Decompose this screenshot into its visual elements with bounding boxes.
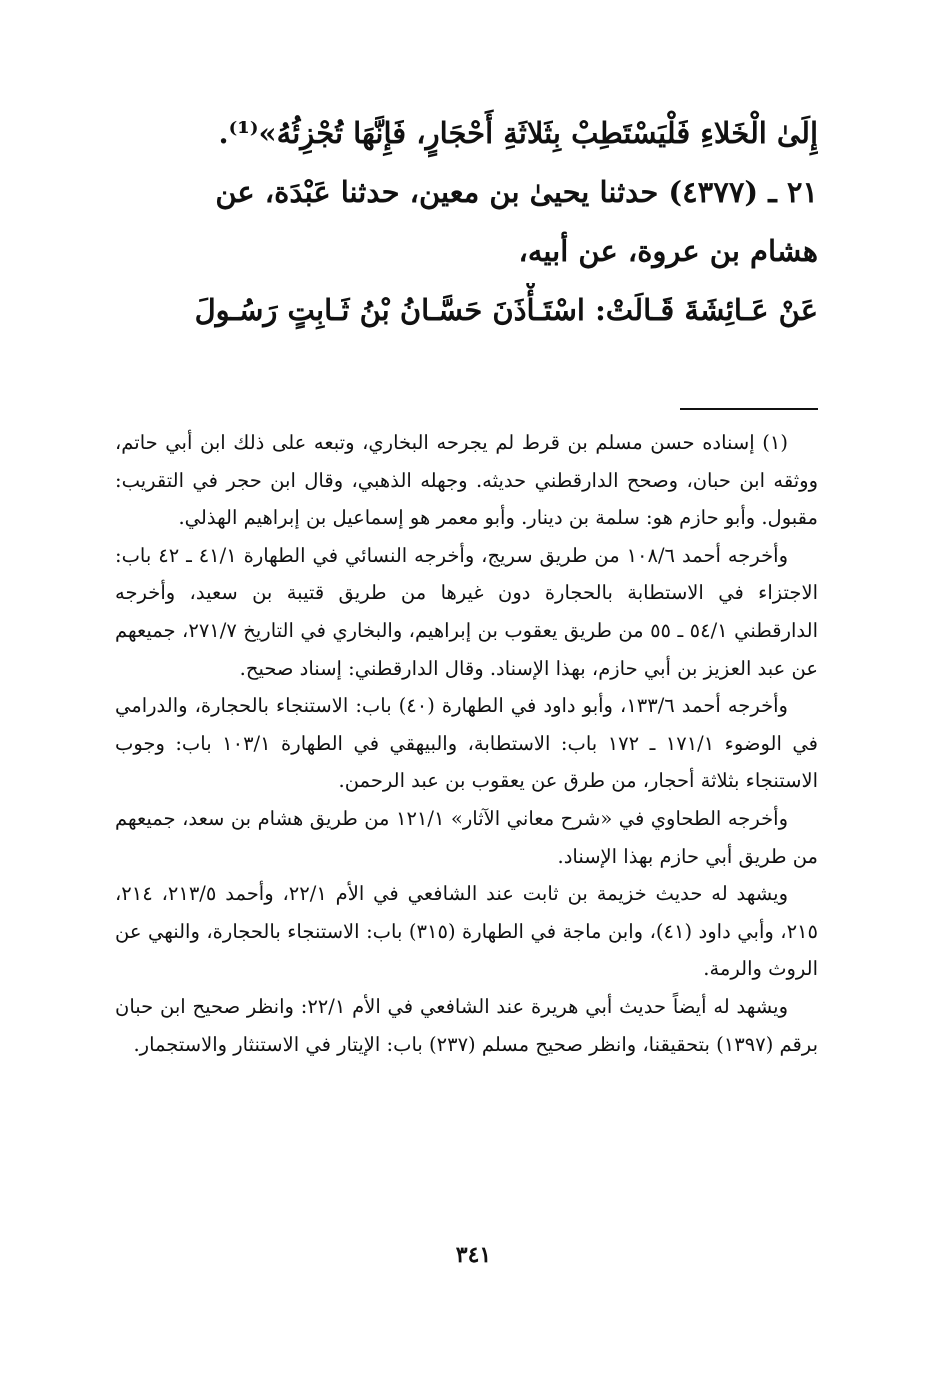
footnote-paragraph: وأخرجه أحمد ١٠٨/٦ من طريق سريج، وأخرجه النسائي في الطهارة ٤١/١ ـ ٤٢ باب: الاجتزاء في الاستطابة بالحجارة دون غيرها من طريق قتيبة بن سعيد، وأخرجه الدارقطني ٥٤/١ ـ ٥٥ من طريق يعقوب بن إبراهيم، والبخاري في التاريخ ٢٧١/٧، جميعهم عن عبد العزيز بن أبي حازم، بهذا الإسناد. وقال الدارقطني: إسناد صحيح. [115,543,818,680]
footnote-separator [680,408,818,410]
footnote-paragraph: وأخرجه الطحاوي في «شرح معاني الآثار» ١٢١/١ من طريق هشام بن سعد، جميعهم من طريق أبي حازم بهذا الإسناد. [115,806,818,868]
main-text-block [115,100,818,342]
footnote-paragraph: (١) إسناده حسن مسلم بن قرط لم يجرحه البخاري، وتبعه على ذلك ابن أبي حاتم، ووثقه ابن حبان، وصحح الدارقطني حديثه. وجهله الذهبي، وقال ابن حجر في التقريب: مقبول. وأبو حازم هو: سلمة بن دينار. وأبو معمر هو إسماعيل بن إبراهيم الهذلي. [115,431,818,530]
hadith-line: ٢١ ـ (٤٣٧٧) حدثنا يحيىٰ بن معين، حدثنا عَبْدَة، عن [215,175,818,209]
footnotes-block [115,424,818,1063]
footnote-paragraph: ويشهد له أيضاً حديث أبي هريرة عند الشافعي في الأم ٢٢/١: وانظر صحيح ابن حبان برقم (١٣٩٧) بتحقيقنا، وانظر صحيح مسلم (٢٣٧) باب: الإيتار في الاستنثار والاستجمار. [115,994,818,1056]
hadith-text [115,106,818,338]
page-number: ٣٤١ [455,1242,492,1268]
footnote-paragraph: وأخرجه أحمد ١٣٣/٦، وأبو داود في الطهارة (٤٠) باب: الاستنجاء بالحجارة، والدرامي في الوضوء ١٧١/١ ـ ١٧٢ باب: الاستطابة، والبيهقي في الطهارة ١٠٣/١ باب: وجوب الاستنجاء بثلاثة أحجار، من طرق عن يعقوب بن عبد الرحمن. [115,694,818,793]
footnote-paragraph: ويشهد له حديث خزيمة بن ثابت عند الشافعي في الأم ٢٢/١، وأحمد ٢١٣/٥، ٢١٤، ٢١٥، وأبي داود (٤١)، وابن ماجة في الطهارة (٣١٥) باب: الاستنجاء بالحجارة، والنهي عن الروث والرمة. [115,882,818,981]
hadith-line: إِلَىٰ الْخَلاءِ فَلْيَسْتَطِبْ بِثَلاثَةِ أَحْجَارٍ، فَإِنَّهَا تُجْزِئُهُ»⁽¹⁾. [218,116,818,150]
hadith-line: هشام بن عروة، عن أبيه، [518,234,818,268]
hadith-line: عَنْ عَـائِشَةَ قَـالَتْ: اسْتَـأْذَنَ حَسَّـانُ بْنُ ثَـابِتٍ رَسُـولَ [194,293,818,327]
